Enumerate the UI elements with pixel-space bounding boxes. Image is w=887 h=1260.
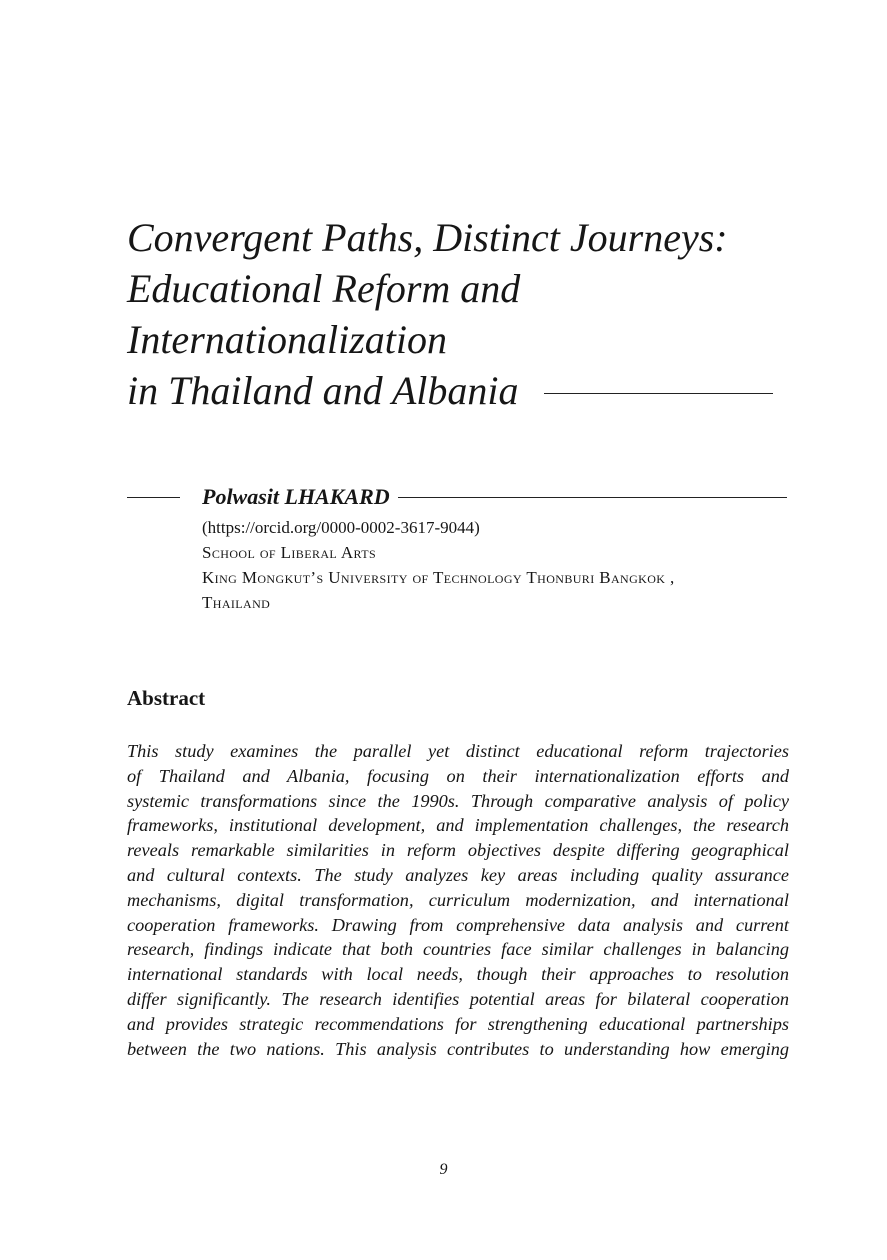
abstract-line: between the two nations. This analysis contributes to understanding how emerging <box>127 1038 789 1059</box>
paper-title <box>127 212 807 416</box>
abstract-line: and cultural contexts. The study analyzes key areas including quality assurance <box>127 864 789 885</box>
abstract-line: This study examines the parallel yet distinct educational reform trajectories <box>127 741 789 761</box>
abstract-line: mechanisms, digital transformation, curriculum modernization, and international <box>127 889 789 910</box>
page-number: 9 <box>439 1161 448 1178</box>
abstract-line: cooperation frameworks. Drawing from comprehensive data analysis and current <box>127 914 789 935</box>
author-line <box>127 484 787 510</box>
abstract-body <box>127 739 789 1061</box>
abstract-line: frameworks, institutional development, and implementation challenges, the research <box>127 815 789 836</box>
abstract-line: differ significantly. The research identifies potential areas for bilateral cooperation <box>127 988 789 1009</box>
abstract-line: reveals remarkable similarities in reform objectives despite differing geographical <box>127 840 789 861</box>
affiliation-line: Thailand <box>202 593 271 612</box>
title-rule <box>544 393 773 394</box>
author-rule-right <box>398 497 787 498</box>
abstract-line: international standards with local needs, though their approaches to resolution <box>127 964 789 985</box>
author-name: Polwasit LHAKARD <box>202 484 390 509</box>
abstract-line: research, findings indicate that both countries face similar challenges in balancing <box>127 939 789 960</box>
title-last-line <box>127 365 807 416</box>
title-line: Internationalization <box>127 317 447 362</box>
abstract-heading: Abstract <box>127 686 206 710</box>
author-affiliation <box>202 515 675 615</box>
abstract-line: of Thailand and Albania, focusing on their internationalization efforts and <box>127 765 789 786</box>
author-rule-left <box>127 497 180 498</box>
affiliation-line: School of Liberal Arts <box>202 543 377 562</box>
author-orcid: (https://orcid.org/0000-0002-3617-9044) <box>202 518 480 537</box>
title-line: Convergent Paths, Distinct Journeys: <box>127 215 728 260</box>
affiliation-line: King Mongkut’s University of Technology Thonburi Bangkok , <box>202 568 675 587</box>
title-line: Educational Reform and <box>127 266 521 311</box>
abstract-line: systemic transformations since the 1990s. Through comparative analysis of policy <box>127 790 789 811</box>
abstract-line: and provides strategic recommendations for strengthening educational partnerships <box>127 1013 789 1034</box>
title-line: in Thailand and Albania <box>127 368 519 413</box>
